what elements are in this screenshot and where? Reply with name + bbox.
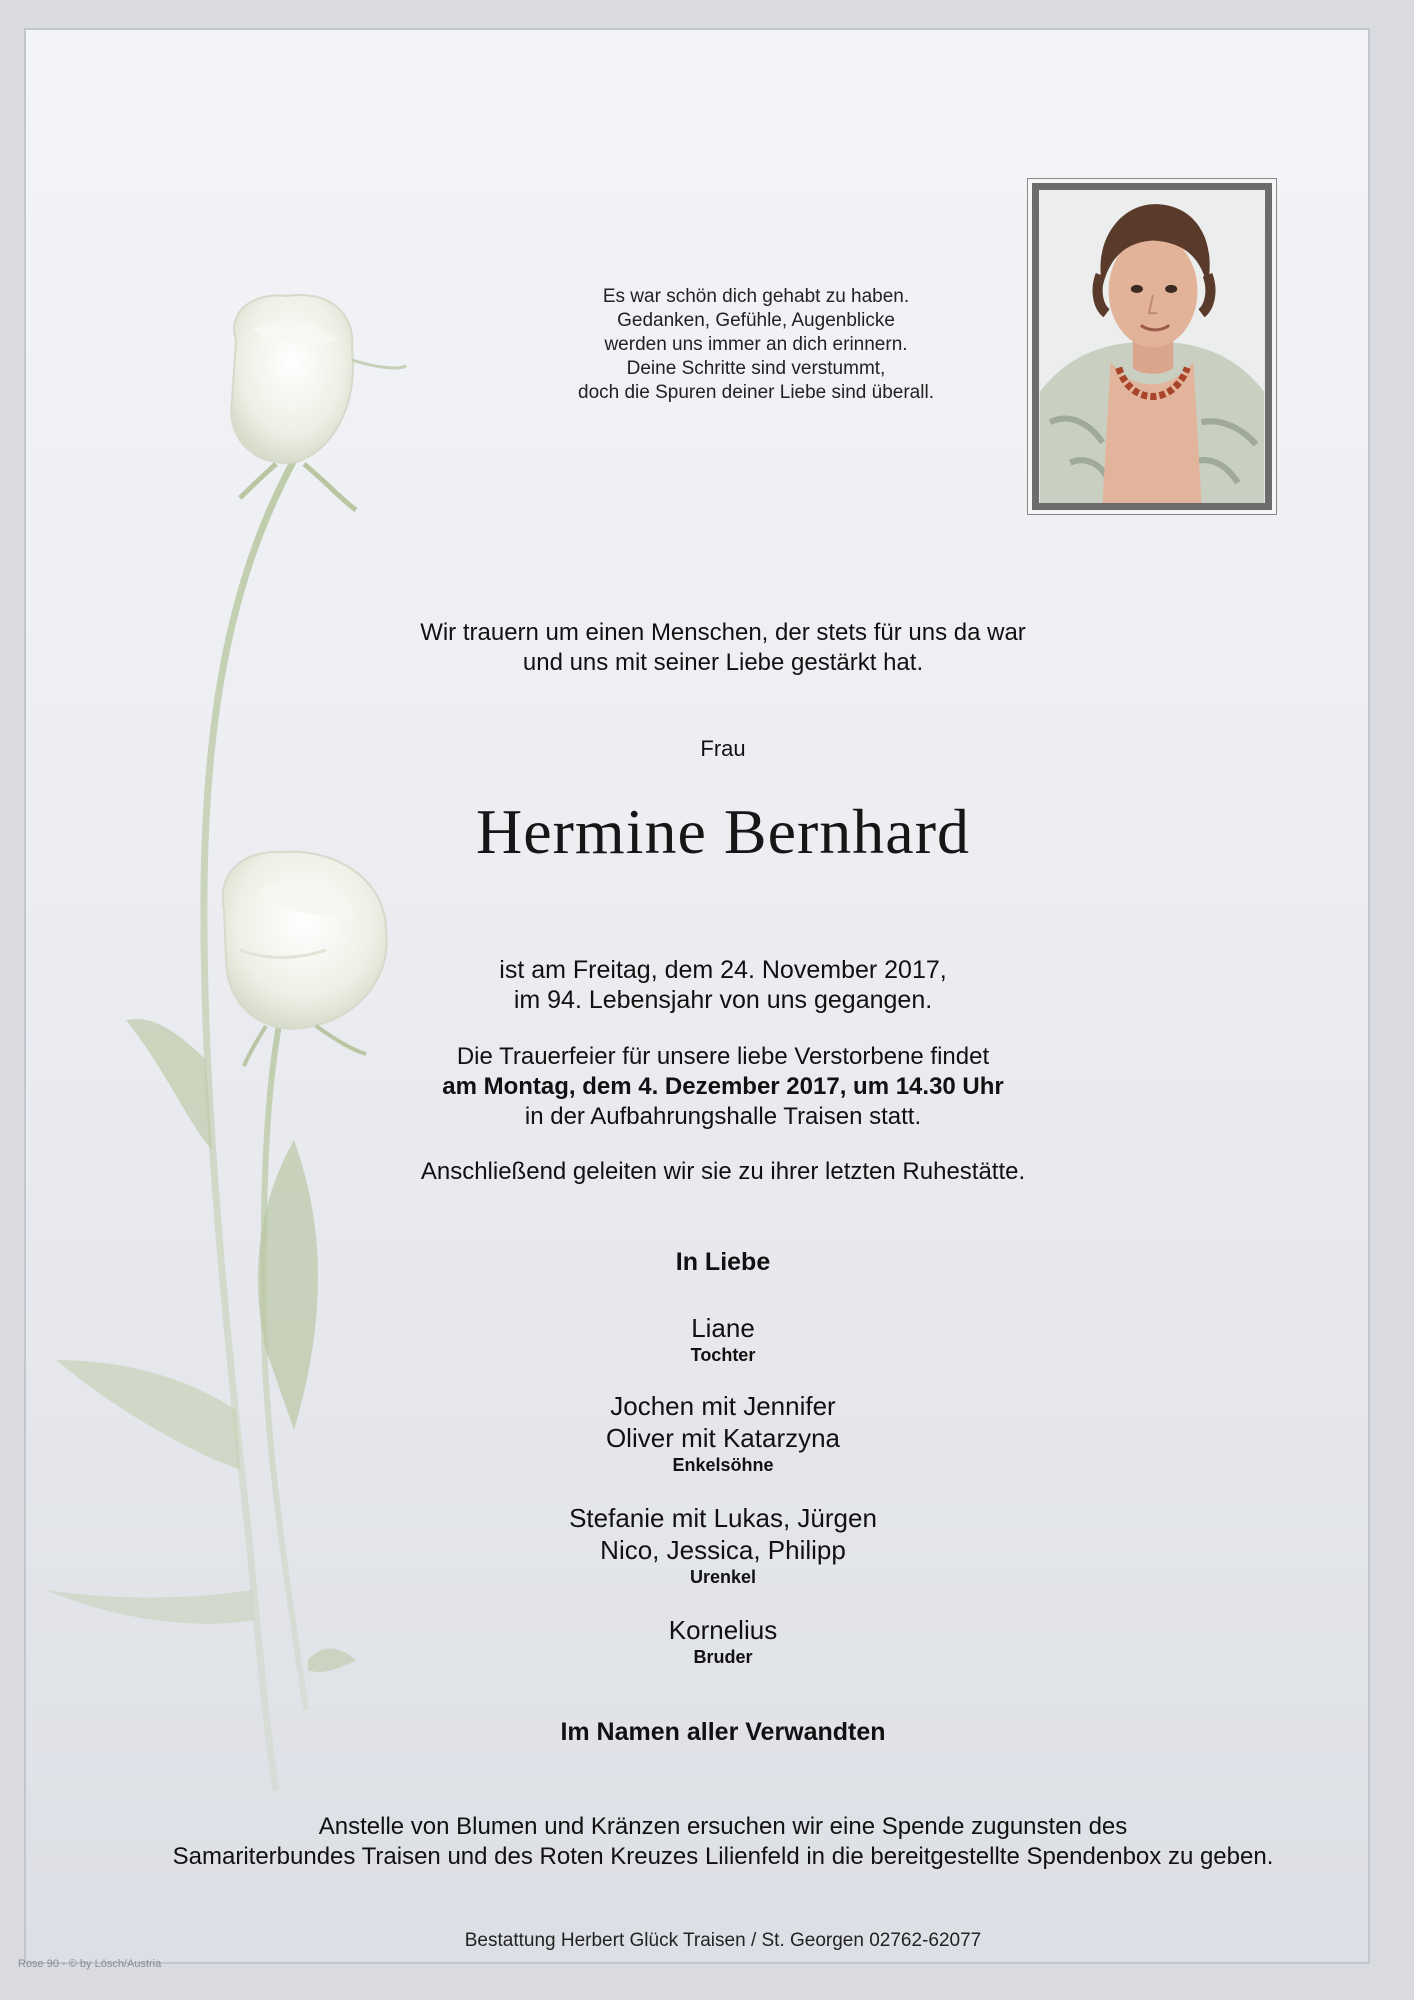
funeral-line: Die Trauerfeier für unsere liebe Verstorbene findet (456, 1043, 990, 1070)
funeral-info (26, 1042, 1370, 1132)
intro-text (26, 618, 1370, 678)
family-names: Stefanie mit Lukas, Jürgen (569, 1503, 877, 1533)
poem-line: doch die Spuren deiner Liebe sind überall. (578, 382, 934, 403)
funeral-date: am Montag, dem 4. Dezember 2017, um 14.30 Uhr (442, 1073, 1004, 1100)
afterwards-text: Anschließend geleiten wir sie zu ihrer letzten Ruhestätte. (420, 1158, 1026, 1185)
donation-line: Anstelle von Blumen und Kränzen ersuchen wir eine Spende zugunsten des (318, 1813, 1128, 1840)
rose-top (231, 295, 406, 510)
poem-line: Gedanken, Gefühle, Augenblicke (617, 310, 895, 331)
portrait-frame (1027, 178, 1277, 515)
family-relation: Urenkel (689, 1567, 757, 1587)
death-line: im 94. Lebensjahr von uns gegangen. (513, 986, 933, 1014)
death-line: ist am Freitag, dem 24. November 2017, (499, 956, 947, 984)
on-behalf-text: Im Namen aller Verwandten (560, 1718, 886, 1746)
family-relation: Tochter (690, 1345, 756, 1365)
family-group (26, 1390, 1370, 1476)
portrait-photo (1032, 183, 1272, 510)
family-relation: Enkelsöhne (672, 1455, 774, 1475)
donation-request (26, 1812, 1370, 1872)
family-names: Nico, Jessica, Philipp (600, 1535, 846, 1565)
donation-line: Samariterbundes Traisen und des Roten Kreuzes Lilienfeld in die bereitgestellte Spendenbox zu geben. (172, 1843, 1274, 1870)
family-relation: Bruder (693, 1647, 753, 1667)
intro-line: Wir trauern um einen Menschen, der stets für uns da war (420, 619, 1026, 646)
deceased-name: Hermine Bernhard (475, 796, 971, 867)
family-names: Oliver mit Katarzyna (605, 1423, 841, 1453)
family-group (26, 1614, 1370, 1668)
funeral-location: in der Aufbahrungshalle Traisen statt. (524, 1103, 922, 1130)
intro-line: und uns mit seiner Liebe gestärkt hat. (522, 649, 924, 676)
portrait-illustration (1039, 190, 1265, 503)
family-group (26, 1312, 1370, 1366)
family-names: Liane (691, 1313, 755, 1343)
family-names: Jochen mit Jennifer (610, 1391, 836, 1421)
poem (546, 285, 966, 405)
in-love-heading: In Liebe (675, 1248, 771, 1276)
undertaker-info: Bestattung Herbert Glück Traisen / St. Georgen 02762-62077 (464, 1930, 982, 1951)
poem-line: Deine Schritte sind verstummt, (626, 358, 886, 379)
poem-line: werden uns immer an dich erinnern. (604, 334, 908, 355)
death-notice (26, 955, 1370, 1015)
family-names: Kornelius (668, 1615, 778, 1645)
obituary-sheet (24, 28, 1370, 1964)
copyright-note: Rose 90 - © by Lösch/Austria (18, 1958, 162, 1970)
family-group (26, 1502, 1370, 1588)
salutation: Frau (700, 736, 746, 761)
poem-line: Es war schön dich gehabt zu haben. (602, 286, 910, 307)
